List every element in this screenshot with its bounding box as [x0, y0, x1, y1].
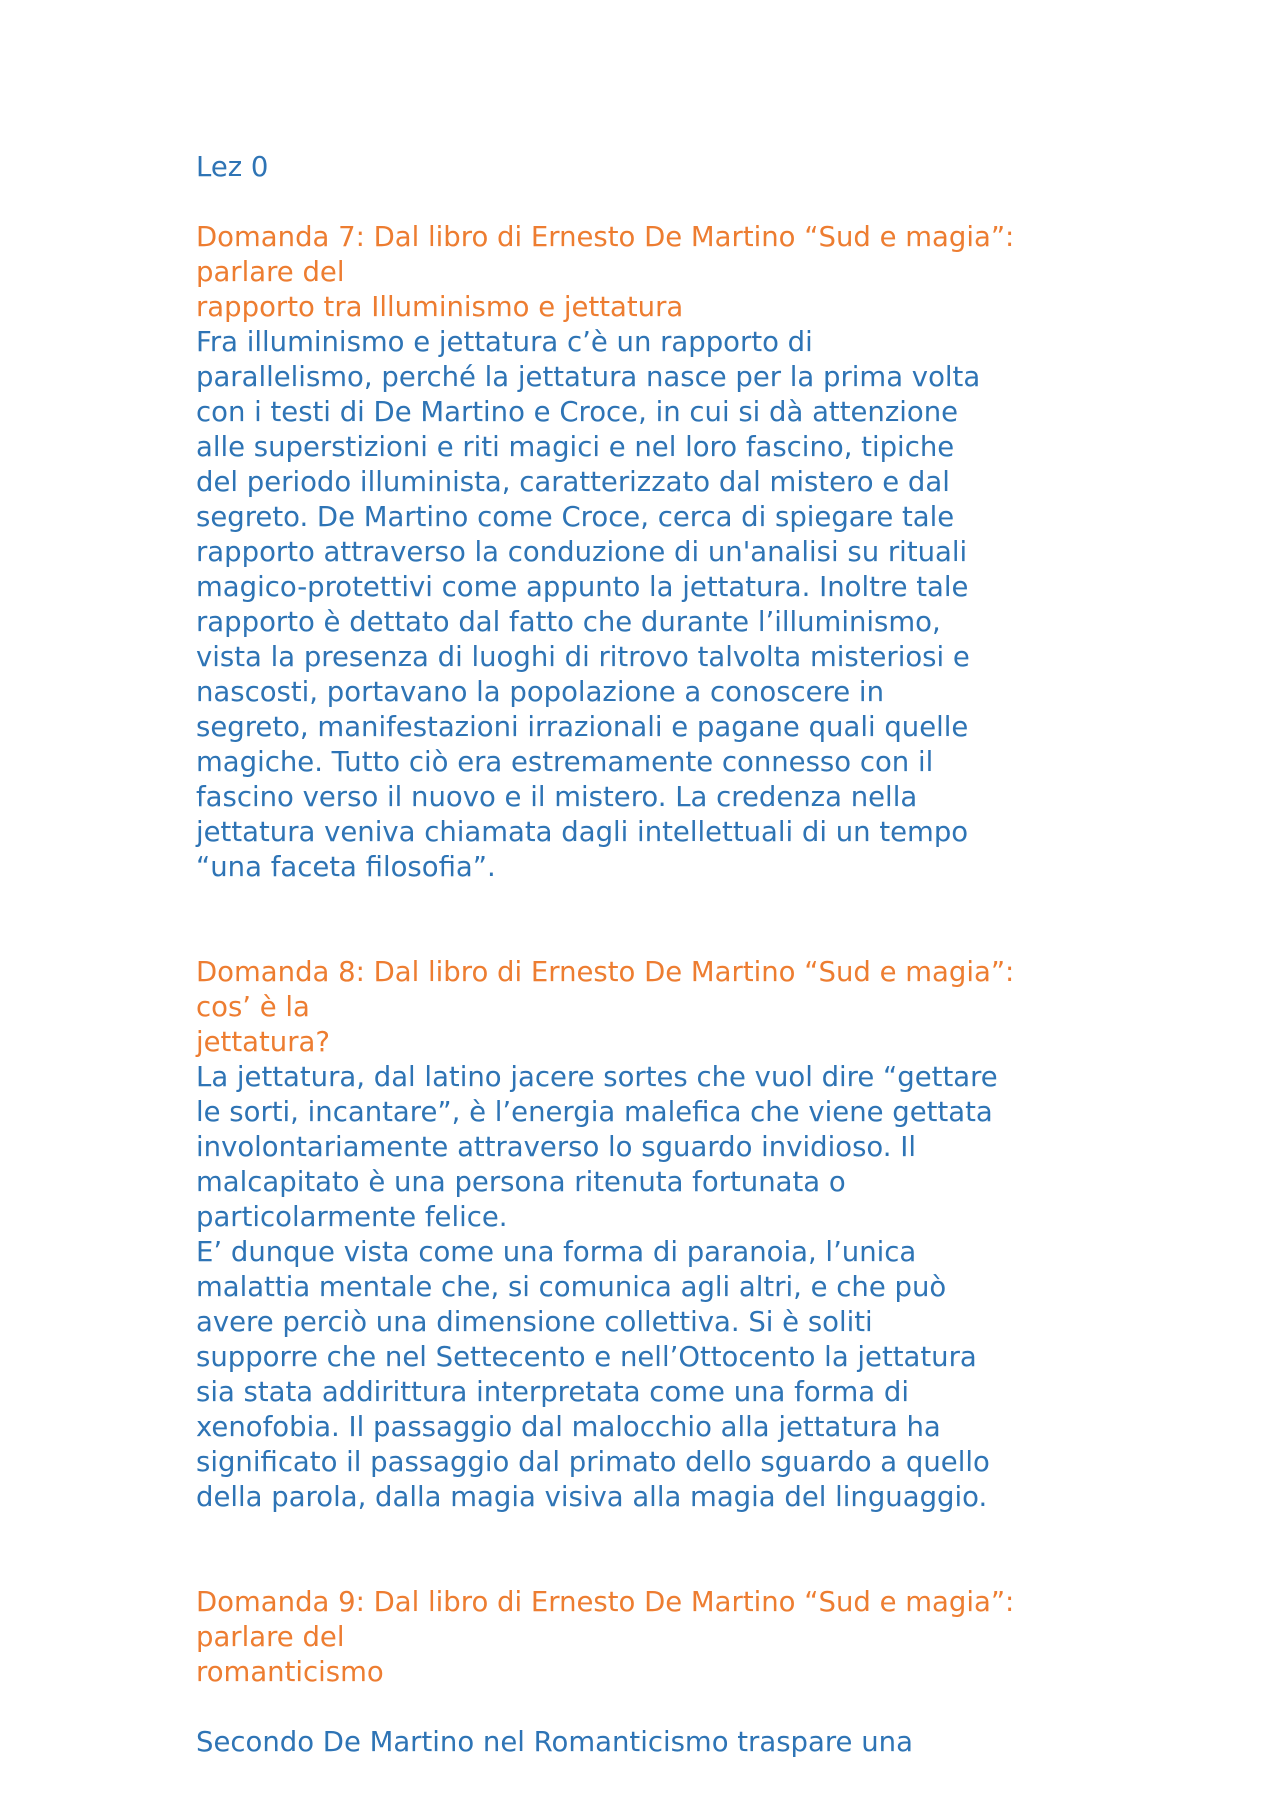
question-7-line: rapporto tra Illuminismo e jettatura [196, 291, 684, 323]
spacer [196, 885, 1116, 955]
question-9-line: romanticismo [196, 1656, 384, 1688]
answer-8-line: malcapitato è una persona ritenuta fortunata o [196, 1166, 846, 1198]
answer-8-line: le sorti, incantare”, è l’energia malefica che viene gettata [196, 1096, 993, 1128]
answer-8-line: La jettatura, dal latino jacere sortes che vuol dire “gettare [196, 1061, 998, 1093]
answer-8-line: avere perciò una dimensione collettiva. Si è soliti [196, 1306, 873, 1338]
answer-7-line: jettatura veniva chiamata dagli intellettuali di un tempo [196, 816, 969, 848]
answer-8-line: supporre che nel Settecento e nell’Ottocento la jettatura [196, 1341, 977, 1373]
answer-7-line: “una faceta filosofia”. [196, 851, 496, 883]
answer-7-line: con i testi di De Martino e Croce, in cui si dà attenzione [196, 396, 959, 428]
answer-8-line: della parola, dalla magia visiva alla magia del linguaggio. [196, 1481, 988, 1513]
answer-9-line: Secondo De Martino nel Romanticismo traspare una [196, 1726, 913, 1758]
spacer [196, 1690, 1116, 1725]
answer-8-line: malattia mentale che, si comunica agli altri, e che può [196, 1271, 947, 1303]
spacer [196, 185, 1116, 220]
answer-8-line: particolarmente felice. [196, 1201, 508, 1233]
question-9-line: parlare del [196, 1621, 345, 1653]
question-8-line: cos’ è la [196, 991, 310, 1023]
answer-7-line: rapporto attraverso la conduzione di un'analisi su rituali [196, 536, 968, 568]
answer-7-line: segreto. De Martino come Croce, cerca di spiegare tale [196, 501, 955, 533]
question-7-section [196, 220, 1116, 885]
spacer [196, 1515, 1116, 1585]
answer-7-line: del periodo illuminista, caratterizzato dal mistero e dal [196, 466, 950, 498]
lesson-title: Lez 0 [196, 151, 269, 183]
answer-7-line: magico-protettivi come appunto la jettatura. Inoltre tale [196, 571, 969, 603]
question-7-line: parlare del [196, 256, 345, 288]
question-9-section [196, 1585, 1116, 1760]
answer-8-line: significato il passaggio dal primato dello sguardo a quello [196, 1446, 990, 1478]
document-page [196, 150, 1116, 1760]
question-8-section [196, 955, 1116, 1515]
question-8-line: Domanda 8: Dal libro di Ernesto De Martino “Sud e magia”: [196, 956, 1015, 988]
answer-8-body [196, 1060, 1116, 1515]
question-9-line: Domanda 9: Dal libro di Ernesto De Martino “Sud e magia”: [196, 1586, 1015, 1618]
answer-7-line: Fra illuminismo e jettatura c’è un rapporto di [196, 326, 813, 358]
question-7-heading [196, 220, 1116, 325]
answer-7-line: segreto, manifestazioni irrazionali e pagane quali quelle [196, 711, 969, 743]
answer-8-line: involontariamente attraverso lo sguardo invidioso. Il [196, 1131, 916, 1163]
answer-7-line: vista la presenza di luoghi di ritrovo talvolta misteriosi e [196, 641, 970, 673]
answer-7-line: rapporto è dettato dal fatto che durante l’illuminismo, [196, 606, 941, 638]
answer-7-body [196, 325, 1116, 885]
question-8-heading [196, 955, 1116, 1060]
answer-7-line: nascosti, portavano la popolazione a conoscere in [196, 676, 884, 708]
question-9-heading [196, 1585, 1116, 1690]
answer-8-line: E’ dunque vista come una forma di paranoia, l’unica [196, 1236, 917, 1268]
answer-7-line: magiche. Tutto ciò era estremamente connesso con il [196, 746, 934, 778]
answer-8-line: sia stata addirittura interpretata come una forma di [196, 1376, 909, 1408]
answer-7-line: fascino verso il nuovo e il mistero. La credenza nella [196, 781, 918, 813]
answer-7-line: parallelismo, perché la jettatura nasce per la prima volta [196, 361, 981, 393]
answer-9-body [196, 1725, 1116, 1760]
question-8-line: jettatura? [196, 1026, 330, 1058]
answer-7-line: alle superstizioni e riti magici e nel loro fascino, tipiche [196, 431, 955, 463]
answer-8-line: xenofobia. Il passaggio dal malocchio alla jettatura ha [196, 1411, 941, 1443]
question-7-line: Domanda 7: Dal libro di Ernesto De Martino “Sud e magia”: [196, 221, 1015, 253]
